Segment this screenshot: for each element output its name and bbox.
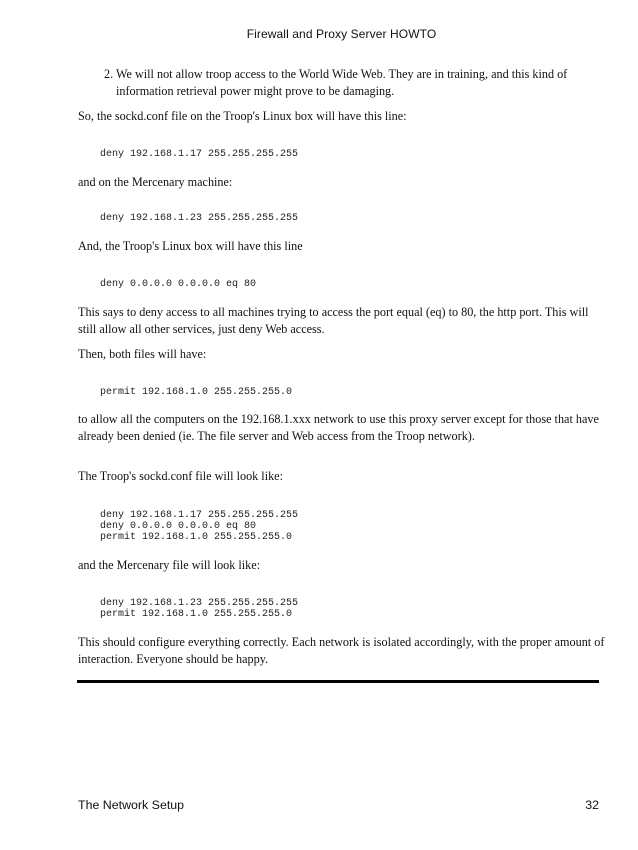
- code-block-deny-http: deny 0.0.0.0 0.0.0.0 eq 80: [100, 279, 257, 290]
- footer-section-title: The Network Setup: [78, 798, 185, 812]
- paragraph-conclusion: This should configure everything correctly. Each network is isolated accordingly, with the proper amount of interaction. Everyone should be happy.: [78, 635, 605, 666]
- code-block-mercenary-file: deny 192.168.1.23 255.255.255.255 permit 192.168.1.0 255.255.255.0: [100, 598, 299, 621]
- paragraph-mercenary-intro: and on the Mercenary machine:: [78, 175, 233, 189]
- list-item-text: We will not allow troop access to the World Wide Web. They are in training, and this kind of information retrieval power might prove to be damaging.: [116, 67, 568, 98]
- code-block-permit: permit 192.168.1.0 255.255.255.0: [100, 387, 293, 398]
- paragraph-both-files: Then, both files will have:: [78, 347, 207, 361]
- page-header-title: Firewall and Proxy Server HOWTO: [246, 27, 437, 41]
- list-item-number: 2.: [104, 67, 114, 81]
- paragraph-troop-line: And, the Troop's Linux box will have this line: [78, 239, 303, 253]
- code-block-mercenary-deny: deny 192.168.1.23 255.255.255.255: [100, 213, 299, 224]
- horizontal-rule: [77, 680, 599, 683]
- paragraph-allow-network: to allow all the computers on the 192.168.1.xxx network to use this proxy server except for those that have already been denied (ie. The file server and Web access from the Troop network).: [78, 412, 599, 443]
- footer-page-number: 32: [585, 798, 599, 812]
- code-block-troop-file: deny 192.168.1.17 255.255.255.255 deny 0.0.0.0 0.0.0.0 eq 80 permit 192.168.1.0 255.255.255.0: [100, 510, 299, 544]
- paragraph-mercenary-file: and the Mercenary file will look like:: [78, 558, 261, 572]
- code-block-troop-deny: deny 192.168.1.17 255.255.255.255: [100, 149, 299, 160]
- list-item: [104, 66, 584, 100]
- paragraph-troop-file: The Troop's sockd.conf file will look like:: [78, 469, 283, 483]
- paragraph-sockd-intro: So, the sockd.conf file on the Troop's Linux box will have this line:: [78, 109, 407, 123]
- paragraph-deny-explanation: This says to deny access to all machines trying to access the port equal (eq) to 80, the http port. This will still allow all other services, just deny Web access.: [78, 305, 589, 336]
